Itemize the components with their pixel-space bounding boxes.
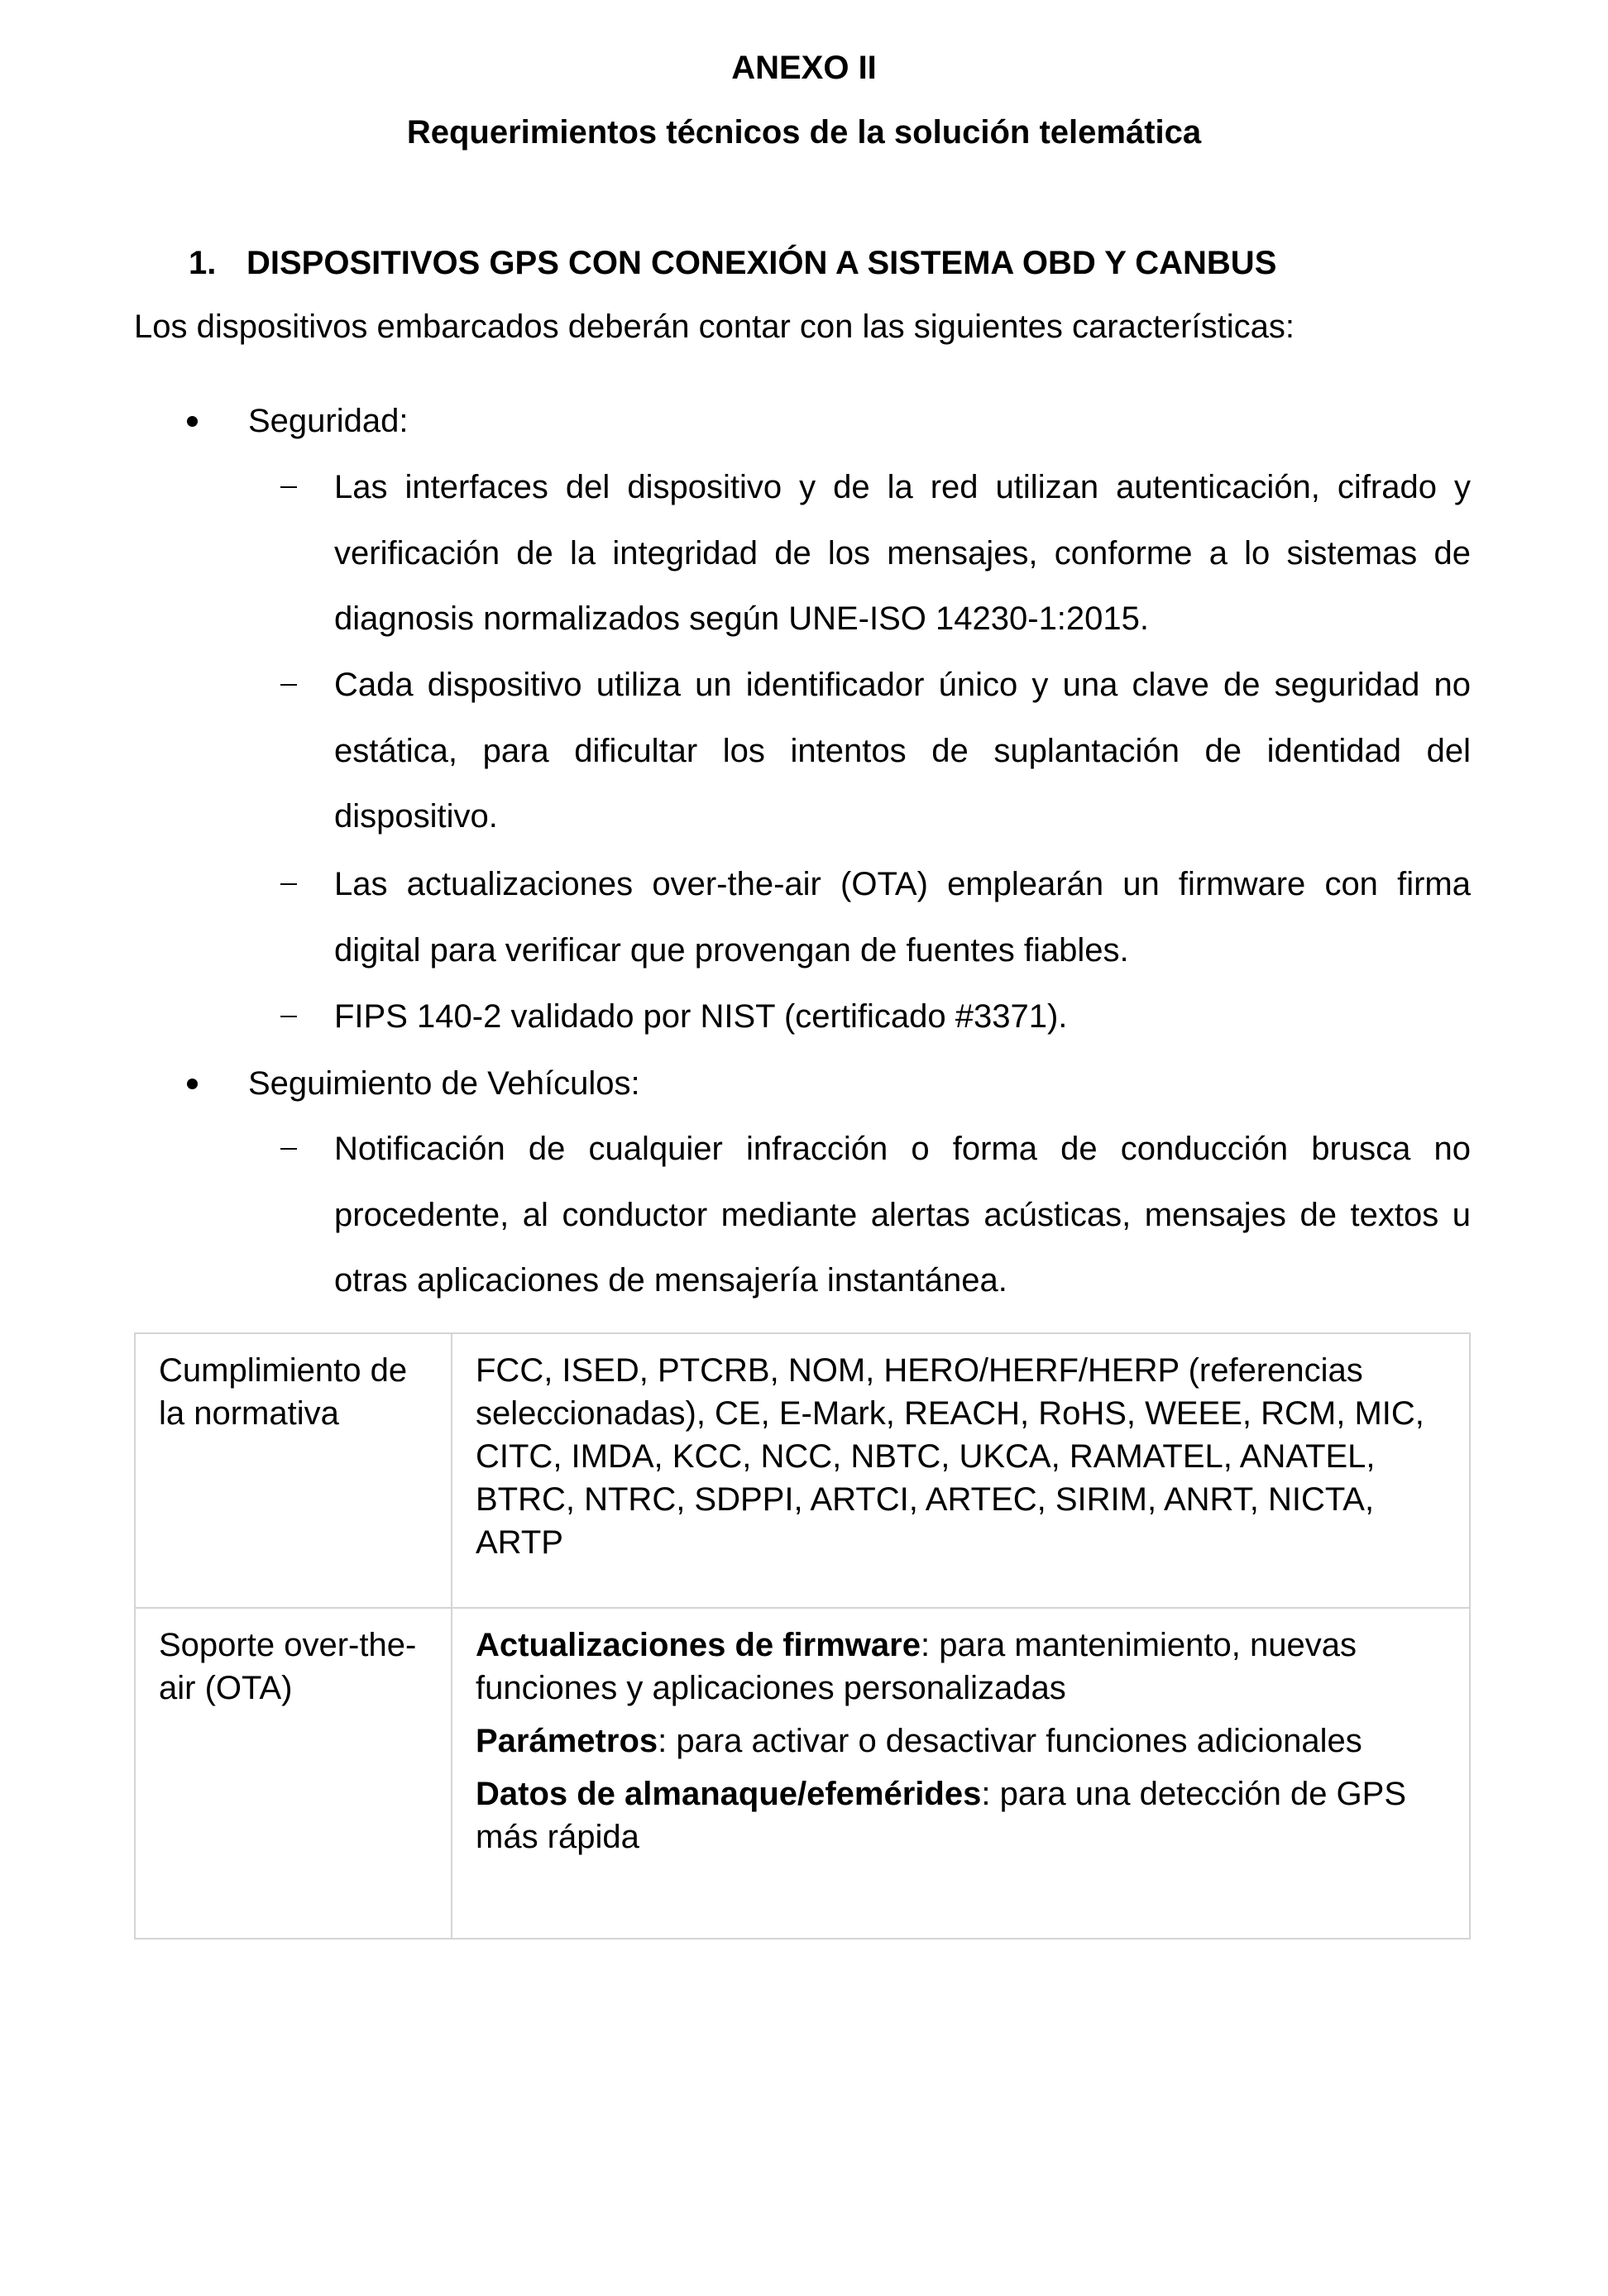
list-item-text: Las actualizaciones over-the-air (OTA) emplearán un firmware con firma digital para verificar que provengan de fuentes fiables. [334,866,1471,969]
annex-title: ANEXO II [731,50,877,86]
list-item-text: Las interfaces del dispositivo y de la red utilizan autenticación, cifrado y verificación de la integridad de los mensajes, conforme a lo sistemas de diagnosis normalizados según UNE-ISO 14230-1:2015. [334,469,1471,637]
table-cell-content: FCC, ISED, PTCRB, NOM, HERO/HERF/HERP (referencias seleccionadas), CE, E-Mark, REACH, RoHS, WEEE, RCM, MIC, CITC, IMDA, KCC, NCC, NBTC, UKCA, RAMATEL, ANATEL, BTRC, NTRC, SDPPI, ARTCI, ARTEC, SIRIM, ANRT, NICTA, ARTP [452,1333,1470,1608]
section-heading [189,243,1276,283]
bullet-label: Seguridad: [248,403,409,439]
bullet-label: Seguimiento de Vehículos: [248,1065,640,1102]
list-item [334,653,1471,850]
para-bold: Datos de almanaque/efemérides [476,1776,982,1812]
list-item-text: FIPS 140-2 validado por NIST (certificado #3371). [334,998,1068,1035]
ota-paragraph-firmware [476,1624,1446,1710]
para-bold: Actualizaciones de firmware [476,1627,921,1663]
dash-icon [280,883,297,885]
list-item-text: Cada dispositivo utiliza un identificador único y una clave de seguridad no estática, para dificultar los intentos de suplantación de identidad del dispositivo. [334,667,1471,835]
table-row [135,1333,1470,1608]
bullet-dot-icon [187,1079,198,1089]
dash-icon [280,684,297,686]
table-cell-label: Soporte over-the-air (OTA) [135,1608,452,1939]
list-item [334,984,1471,1050]
list-item [334,1117,1471,1314]
list-item-text: Notificación de cualquier infracción o forma de conducción brusca no procedente, al conductor mediante alertas acústicas, mensajes de textos u otras aplicaciones de mensajería instantánea. [334,1131,1471,1299]
section-intro: Los dispositivos embarcados deberán contar con las siguientes características: [134,309,1295,345]
ota-paragraph-parameters [476,1720,1446,1763]
para-text: : para activar o desactivar funciones adicionales [658,1723,1362,1759]
section-heading-text: DISPOSITIVOS GPS CON CONEXIÓN A SISTEMA OBD Y CANBUS [246,245,1277,281]
dash-icon [280,1148,297,1150]
dash-icon [280,1016,297,1017]
section-number: 1. [189,245,217,281]
spec-table [134,1332,1471,1940]
table-cell-label: Cumplimiento de la normativa [135,1333,452,1608]
table-row [135,1608,1470,1939]
para-text: : para una detección de GPS más rápida [476,1776,1407,1855]
bullet-dot-icon [187,416,198,427]
table-cell-content [452,1608,1470,1939]
annex-subtitle: Requerimientos técnicos de la solución telemática [406,114,1202,151]
ota-paragraph-almanac [476,1772,1446,1858]
list-item [334,455,1471,653]
dash-icon [280,486,297,488]
para-bold: Parámetros [476,1723,658,1759]
para-text: : para mantenimiento, nuevas funciones y aplicaciones personalizadas [476,1627,1357,1706]
list-item [334,852,1471,983]
